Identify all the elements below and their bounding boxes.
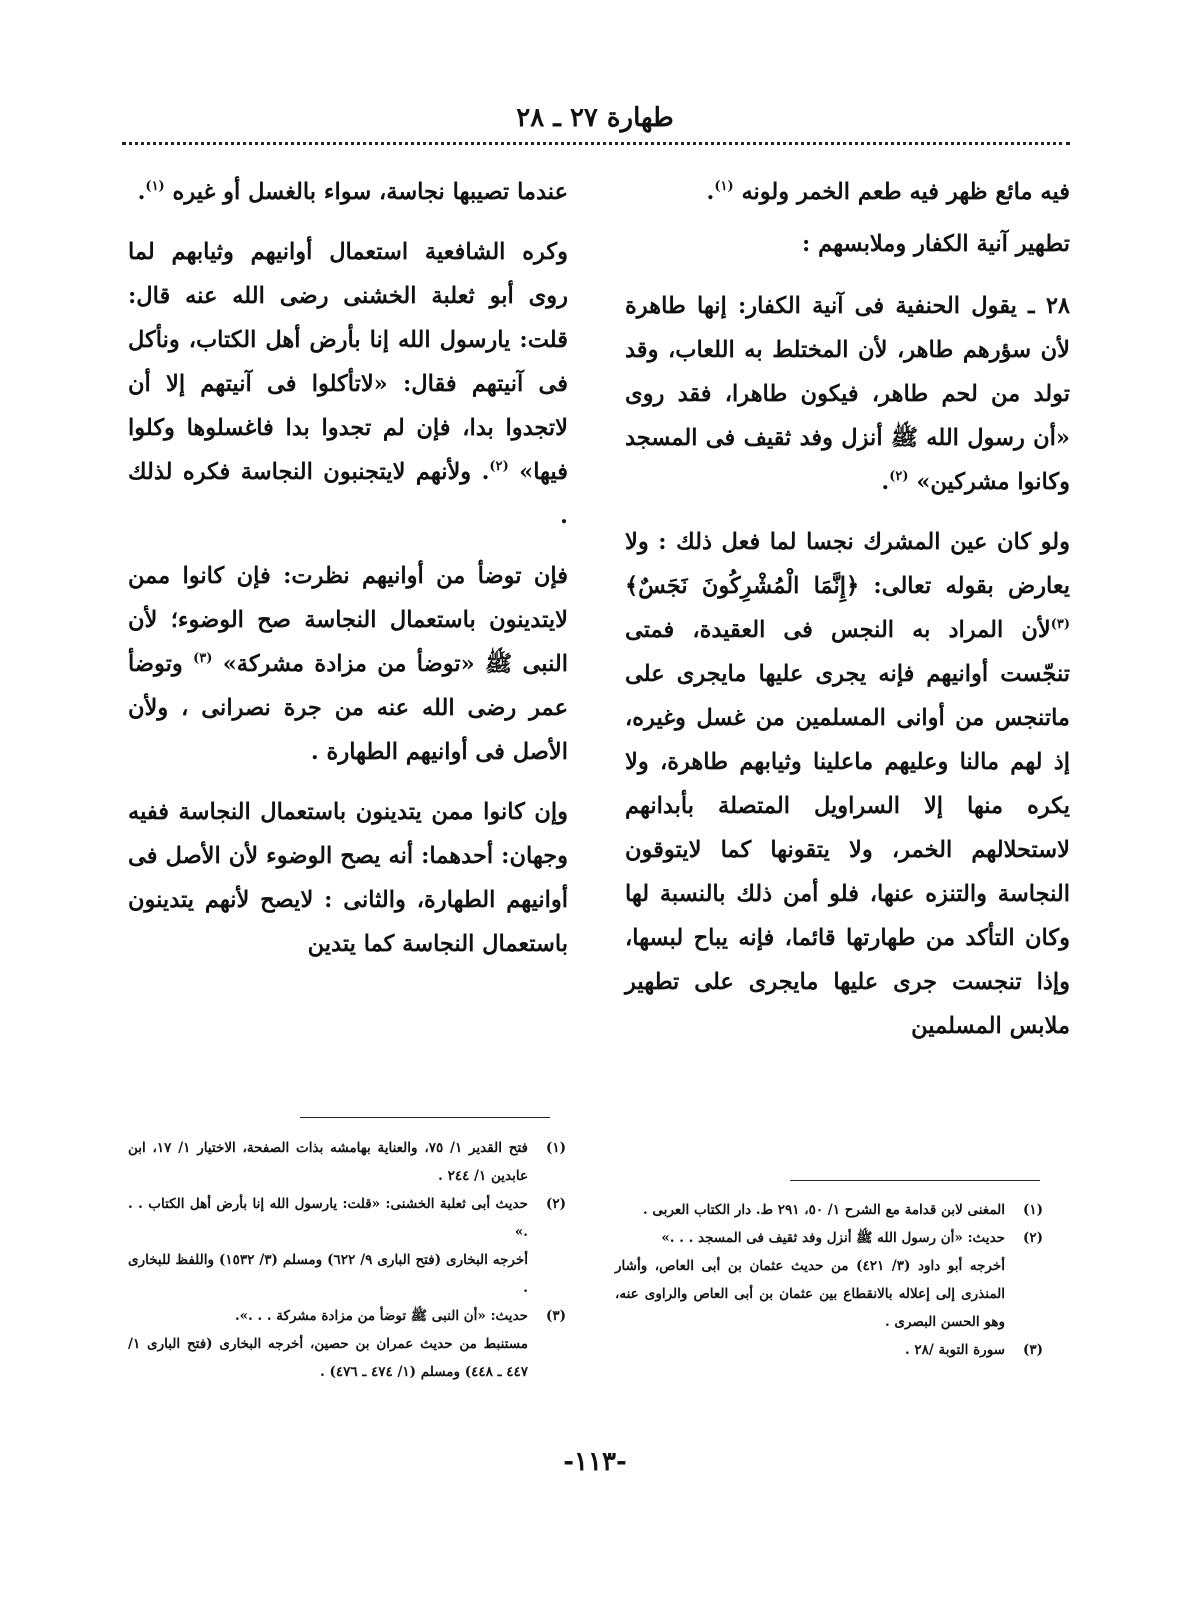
header-dotted-rule bbox=[122, 142, 1070, 145]
footnote-rule-left bbox=[300, 1117, 550, 1118]
left-paragraph-3 bbox=[128, 554, 568, 774]
footnote-number: (٣) bbox=[545, 1308, 566, 1324]
footnote-continuation: أخرجه أبو داود (٣/ ٤٢١) من حديث عثمان بن أبى العاص، وأشار المنذرى إلى إعلاله بالانقطاع بين عثمان بن أبى العاص والراوى عنه، وهو الحسن البصرى . bbox=[615, 1258, 1005, 1330]
footnote-ref: (١) bbox=[145, 179, 165, 194]
footnote-number: (٢) bbox=[1022, 1230, 1043, 1246]
right-p3-text-b: لأن المراد به النجس فى العقيدة، فمتى تنجّست أوانيهم فإنه يجرى عليها مايجرى على ماتنجس من أوانى المسلمين من غسل وغيره، إذ لهم مالنا وعليهم ماعلينا وثيابهم طاهرة، ولا يكره منها إلا السراويل المتصلة بأبدانهم لاستحلالهم الخمر، ولا يتقونها كما لايتوقون النجاسة والتنزه عنها، فلو أمن ذلك بالنسبة لها وكان التأكد من طهارتها قائما، فإنه يباح لبسها، وإذا تنجست جرى عليها مايجرى على تطهير ملابس المسلمين bbox=[625, 617, 1070, 1039]
footnote-ref: (١) bbox=[714, 179, 734, 194]
footnote-ref: (٣) bbox=[1050, 617, 1070, 632]
footnote-text: سورة التوبة /٢٨ . bbox=[904, 1342, 1005, 1358]
page-number: -١١٣- bbox=[563, 1447, 627, 1477]
footnote-ref: (٢) bbox=[489, 459, 509, 474]
footnote-text: المغنى لابن قدامة مع الشرح ١/ ٥٠، ٢٩١ ط. دار الكتاب العربى . bbox=[643, 1202, 1005, 1218]
footnotes-left bbox=[128, 1134, 566, 1386]
footnote-ref: (٣) bbox=[193, 651, 213, 666]
footnotes-right bbox=[615, 1196, 1043, 1364]
page-header: طهارة ٢٧ ـ ٢٨ bbox=[516, 103, 674, 133]
right-p3-text-a: ولو كان عين المشرك نجسا لما فعل ذلك : ولا يعارض بقوله تعالى: ﴿إِنَّمَا الْمُشْرِكُونَ نَجَسٌ﴾ bbox=[625, 529, 1070, 599]
left-p2-text-b: ولأنهم لايتجنبون النجاسة فكره لذلك . bbox=[128, 459, 568, 529]
footnote-item bbox=[128, 1190, 566, 1246]
left-p2-text: وكره الشافعية استعمال أوانيهم وثيابهم لما روى أبو ثعلبة الخشنى رضى الله عنه قال: قلت: يارسول الله إنا بأرض أهل الكتاب، ونأكل فى آنيتهم فقال: «لاتأكلوا فى آنيتهم إلا أن لاتجدوا بدا، فإن لم تجدوا بدا فاغسلوها وكلوا فيها» bbox=[128, 239, 568, 485]
left-paragraph-2: وكره الشافعية استعمال أوانيهم وثيابهم لما روى أبو ثعلبة الخشنى رضى الله عنه قال: قلت: يارسول الله إنا بأرض أهل الكتاب، ونأكل فى آنيتهم فقال: «لاتأكلوا فى آنيتهم إلا أن لاتجدوا بدا، فإن لم تجدوا بدا فاغسلوها وكلوا فيها» $^{(٢)}$. ولأنهم لايتجنبون النجاسة فكره لذلك . bbox=[128, 239, 568, 529]
right-p1-text: فيه مائع ظهر فيه طعم الخمر ولونه bbox=[741, 179, 1070, 205]
footnote-text: حديث: «أن النبى ﷺ توضأ من مزادة مشركة . . .». bbox=[234, 1308, 528, 1324]
footnote-item bbox=[128, 1134, 566, 1190]
left-p1-text: عندما تصيبها نجاسة، سواء بالغسل أو غيره bbox=[172, 179, 568, 205]
footnote-text: فتح القدير ١/ ٧٥، والعناية بهامشه بذات الصفحة، الاختيار ١/ ١٧، ابن عابدين ١/ ٢٤٤ . bbox=[128, 1140, 528, 1184]
section-heading: تطهير آنية الكفار وملابسهم : bbox=[802, 231, 1070, 257]
right-p2-text: ٢٨ ـ يقول الحنفية فى آنية الكفار: إنها طاهرة لأن سؤرهم طاهر، لأن المختلط به اللعاب، وقد تولد من لحم طاهر، فيكون طاهرا، فقد روى «أن رسول الله ﷺ أنزل وفد ثقيف فى المسجد وكانوا مشركين» bbox=[625, 293, 1070, 495]
footnote-number: (٢) bbox=[545, 1196, 566, 1212]
footnote-continuation: أخرجه البخارى (فتح البارى ٩/ ٦٢٢) ومسلم (٣/ ١٥٣٢) واللفظ للبخارى . bbox=[128, 1252, 528, 1296]
left-p3-text: فإن توضأ من أوانيهم نظرت: فإن كانوا ممن لايتدينون باستعمال النجاسة صح الوضوء؛ لأن النبى ﷺ «توضأ من مزادة مشركة» bbox=[128, 563, 568, 677]
right-paragraph-3 bbox=[625, 520, 1070, 1048]
footnote-continuation: مستنبط من حديث عمران بن حصين، أخرجه البخارى (فتح البارى ١/ ٤٤٧ ـ ٤٤٨) ومسلم (١/ ٤٧٤ ـ ٤٧٦) . bbox=[128, 1336, 528, 1380]
left-column bbox=[128, 170, 568, 982]
right-column bbox=[625, 170, 1070, 1064]
footnote-item bbox=[615, 1196, 1043, 1224]
footnote-ref: (٢) bbox=[889, 469, 909, 484]
right-paragraph-1: فيه مائع ظهر فيه طعم الخمر ولونه $^{(١)}$. bbox=[706, 179, 1070, 205]
left-paragraph-4: وإن كانوا ممن يتدينون باستعمال النجاسة ففيه وجهان: أحدهما: أنه يصح الوضوء لأن الأصل فى أوانيهم الطهارة، والثانى : لايصح لأنهم يتدينون باستعمال النجاسة كما يتدين bbox=[128, 799, 568, 957]
footnote-text: حديث أبى ثعلبة الخشنى: «قلت: يارسول الله إنا بأرض أهل الكتاب . . .» bbox=[128, 1196, 528, 1240]
footnote-number: (١) bbox=[545, 1140, 566, 1156]
footnote-text: حديث: «أن رسول الله ﷺ أنزل وفد ثقيف فى المسجد . . .» bbox=[661, 1230, 1005, 1246]
footnote-item bbox=[615, 1336, 1043, 1364]
right-paragraph-2: ٢٨ ـ يقول الحنفية فى آنية الكفار: إنها طاهرة لأن سؤرهم طاهر، لأن المختلط به اللعاب، وقد تولد من لحم طاهر، فيكون طاهرا، فقد روى «أن رسول الله ﷺ أنزل وفد ثقيف فى المسجد وكانوا مشركين» $^{(٢)}$. bbox=[625, 293, 1070, 495]
footnote-rule-right bbox=[790, 1180, 1040, 1181]
left-paragraph-1: عندما تصيبها نجاسة، سواء بالغسل أو غيره $^{(١)}$. bbox=[137, 179, 568, 205]
footnote-number: (٣) bbox=[1022, 1342, 1043, 1358]
footnote-item bbox=[615, 1224, 1043, 1252]
footnote-number: (١) bbox=[1022, 1202, 1043, 1218]
footnote-item bbox=[128, 1302, 566, 1330]
left-p3-text-b: وتوضأ عمر رضى الله عنه من جرة نصرانى ، ولأن الأصل فى أوانيهم الطهارة . bbox=[128, 651, 568, 765]
